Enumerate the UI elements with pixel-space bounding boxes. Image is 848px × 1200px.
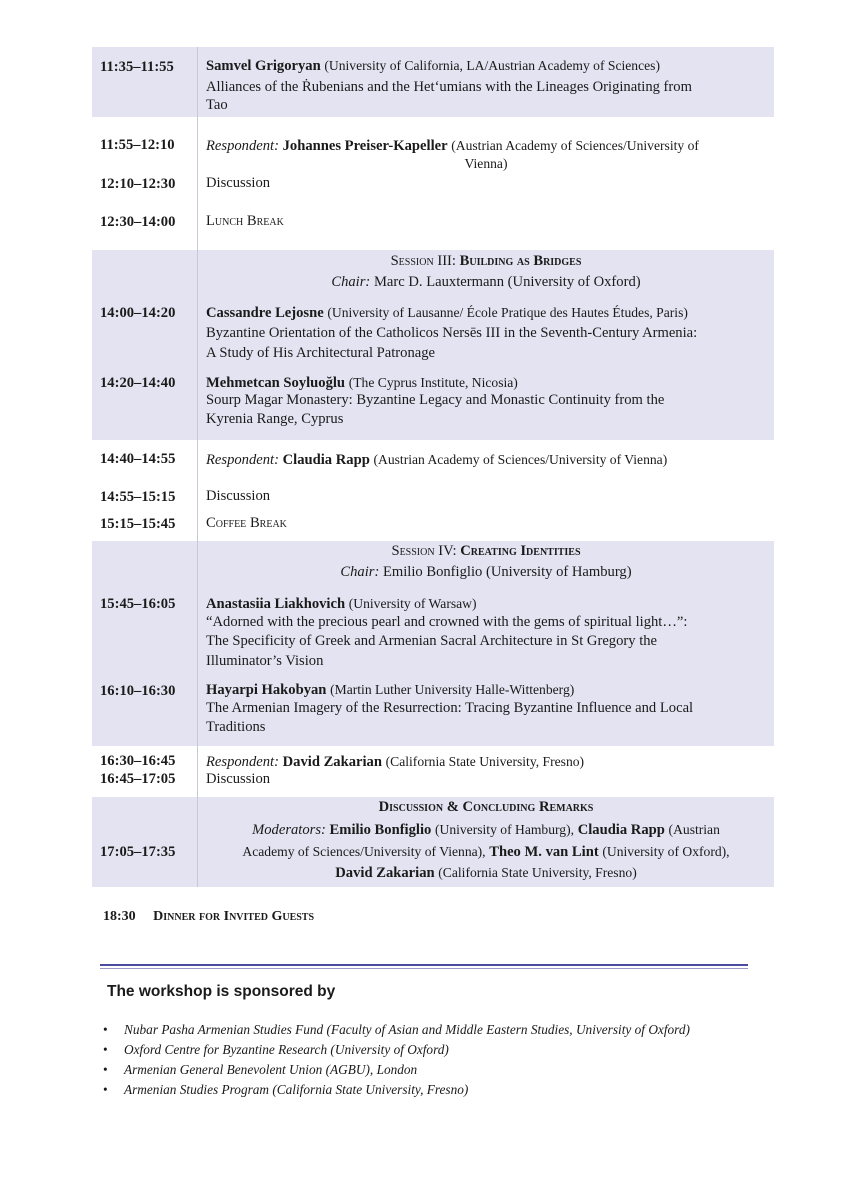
speaker-name: Cassandre Lejosne	[206, 305, 324, 321]
session-title: Building as Bridges	[459, 253, 582, 269]
respondent-affiliation: Vienna)	[464, 156, 508, 171]
session-number: Session III:	[390, 253, 456, 269]
time-slot: 12:10–12:30	[100, 176, 176, 192]
time-slot: 11:35–11:55	[100, 59, 174, 75]
respondent-name: Johannes Preiser-Kapeller	[282, 138, 448, 154]
time-slot: 12:30–14:00	[100, 214, 176, 230]
speaker-affiliation: (University of Lausanne/ École Pratique des Hautes Études, Paris)	[327, 305, 688, 320]
session-heading	[198, 252, 774, 271]
lunch-break-label: Lunch Break	[206, 213, 284, 229]
respondent-affiliation: (Austrian Academy of Sciences/University of	[451, 138, 699, 153]
time-slot: 14:00–14:20	[100, 305, 176, 321]
talk-title-line: The Specificity of Greek and Armenian Sacral Architecture in St Gregory the	[206, 633, 658, 649]
list-item: • Armenian General Benevolent Union (AGBU), London	[103, 1060, 690, 1080]
time-slot: 15:15–15:45	[100, 516, 176, 532]
session-chair: Chair: Marc D. Lauxtermann (University of Oxford)	[331, 274, 641, 290]
talk-speaker-line	[206, 303, 768, 323]
talk-speaker-line	[206, 56, 768, 76]
schedule-row	[92, 47, 774, 117]
respondent-label: Respondent	[206, 138, 275, 154]
talk-title-line: A Study of His Architectural Patronage	[206, 345, 435, 361]
session-block	[92, 250, 774, 440]
time-slot: 15:45–16:05	[100, 596, 176, 612]
talk-speaker-line	[206, 373, 768, 393]
time-slot: 16:10–16:30	[100, 683, 176, 699]
sponsors-list	[103, 1020, 690, 1100]
list-item: • Nubar Pasha Armenian Studies Fund (Faculty of Asian and Middle Eastern Studies, University of Oxford)	[103, 1020, 690, 1040]
time-slot: 17:05–17:35	[100, 844, 176, 860]
speaker-affiliation: (University of Warsaw)	[348, 596, 477, 611]
moderator-affiliation: (University of Hamburg),	[434, 822, 575, 837]
chair-name: Emilio Bonfiglio (University of Hamburg)	[382, 564, 632, 580]
talk-title-line: Alliances of the Ṙubenians and the Het‘umians with the Lineages Originating from	[206, 79, 692, 95]
moderators-label: Moderators	[252, 822, 322, 838]
concluding-heading: Discussion & Concluding Remarks	[378, 799, 594, 815]
respondent-line: Respondent: Johannes Preiser-Kapeller (Austrian Academy of Sciences/University of	[206, 138, 699, 154]
time-slot: 16:45–17:05	[100, 771, 176, 787]
speaker-name: Anastasiia Liakhovich	[206, 596, 346, 612]
moderators-line	[198, 842, 774, 862]
talk-speaker-line	[206, 680, 768, 700]
session-title: Creating Identities	[460, 543, 581, 559]
chair-name: Marc D. Lauxtermann (University of Oxford)	[373, 274, 641, 290]
speaker-name: Samvel Grigoryan	[206, 58, 321, 74]
moderator-affiliation: (Austrian	[668, 822, 720, 837]
talk-title-line: Sourp Magar Monastery: Byzantine Legacy and Monastic Continuity from the	[206, 392, 665, 408]
dinner-time: 18:30	[103, 909, 136, 924]
dinner-label: Dinner for Invited Guests	[153, 909, 315, 924]
moderators-line	[198, 863, 774, 883]
schedule-table	[92, 47, 774, 887]
discussion-label: Discussion	[206, 488, 271, 504]
talk-speaker-line	[206, 594, 768, 614]
talk-title-line: Illuminator’s Vision	[206, 653, 324, 669]
session-block	[92, 541, 774, 746]
talk-title-line: Traditions	[206, 719, 266, 735]
divider	[100, 968, 748, 969]
moderators-line: Moderators: Emilio Bonfiglio (University of Hamburg), Claudia Rapp (Austrian	[252, 822, 720, 838]
list-item: • Oxford Centre for Byzantine Research (University of Oxford)	[103, 1040, 690, 1060]
session-heading	[198, 542, 774, 561]
respondent-line: Respondent: Claudia Rapp (Austrian Academy of Sciences/University of Vienna)	[206, 452, 668, 468]
talk-title-line: The Armenian Imagery of the Resurrection: Tracing Byzantine Influence and Local	[206, 700, 694, 716]
talk-title-line: Tao	[206, 97, 228, 113]
talk-title-line: Kyrenia Range, Cyprus	[206, 411, 344, 427]
speaker-affiliation: (University of California, LA/Austrian Academy of Sciences)	[324, 58, 660, 73]
coffee-break-label: Coffee Break	[206, 515, 287, 531]
moderator-affiliation: (University of Oxford),	[602, 844, 730, 859]
respondent-label: Respondent	[206, 754, 275, 770]
session-chair: Chair: Emilio Bonfiglio (University of Hamburg)	[340, 564, 632, 580]
moderator-affiliation: (California State University, Fresno)	[438, 865, 637, 880]
schedule-row	[92, 440, 774, 541]
chair-label: Chair	[331, 274, 366, 290]
discussion-label: Discussion	[206, 175, 271, 191]
respondent-name: Claudia Rapp	[282, 452, 370, 468]
time-slot: 14:40–14:55	[100, 451, 176, 467]
time-slot: 14:55–15:15	[100, 489, 176, 505]
divider	[100, 964, 748, 966]
session-number: Session IV:	[391, 543, 457, 559]
time-slot: 14:20–14:40	[100, 375, 176, 391]
talk-title-line: Byzantine Orientation of the Catholicos Nersēs III in the Seventh-Century Armenia:	[206, 325, 698, 341]
speaker-affiliation: (Martin Luther University Halle-Wittenberg)	[330, 682, 575, 697]
dinner-line	[103, 909, 314, 925]
time-slot: 11:55–12:10	[100, 137, 175, 153]
chair-label: Chair	[340, 564, 375, 580]
talk-title-line: “Adorned with the precious pearl and crowned with the gems of spiritual light…”:	[206, 614, 688, 630]
bullet-icon: •	[103, 1042, 108, 1057]
respondent-line: Respondent: David Zakarian (California State University, Fresno)	[206, 754, 585, 770]
speaker-affiliation: (The Cyprus Institute, Nicosia)	[348, 375, 518, 390]
schedule-row	[92, 117, 774, 250]
sponsors-heading: The workshop is sponsored by	[107, 983, 336, 1000]
discussion-label: Discussion	[206, 771, 271, 787]
speaker-name: Hayarpi Hakobyan	[206, 682, 327, 698]
session-block	[92, 797, 774, 887]
schedule-row	[92, 746, 774, 797]
bullet-icon: •	[103, 1062, 108, 1077]
respondent-label: Respondent	[206, 452, 275, 468]
bullet-icon: •	[103, 1022, 108, 1037]
speaker-name: Mehmetcan Soyluoğlu	[206, 375, 346, 391]
moderator-name: Claudia Rapp	[577, 822, 665, 838]
moderator-affiliation: Academy of Sciences/University of Vienna),	[242, 844, 486, 859]
list-item: • Armenian Studies Program (California State University, Fresno)	[103, 1080, 690, 1100]
time-slot: 16:30–16:45	[100, 753, 176, 769]
moderator-name: Theo M. van Lint	[489, 844, 599, 860]
respondent-affiliation: (California State University, Fresno)	[385, 754, 585, 769]
respondent-affiliation: (Austrian Academy of Sciences/University of Vienna)	[373, 452, 668, 467]
respondent-name: David Zakarian	[282, 754, 382, 770]
bullet-icon: •	[103, 1082, 108, 1097]
moderator-name: Emilio Bonfiglio	[329, 822, 432, 838]
moderator-name: David Zakarian	[335, 865, 435, 881]
